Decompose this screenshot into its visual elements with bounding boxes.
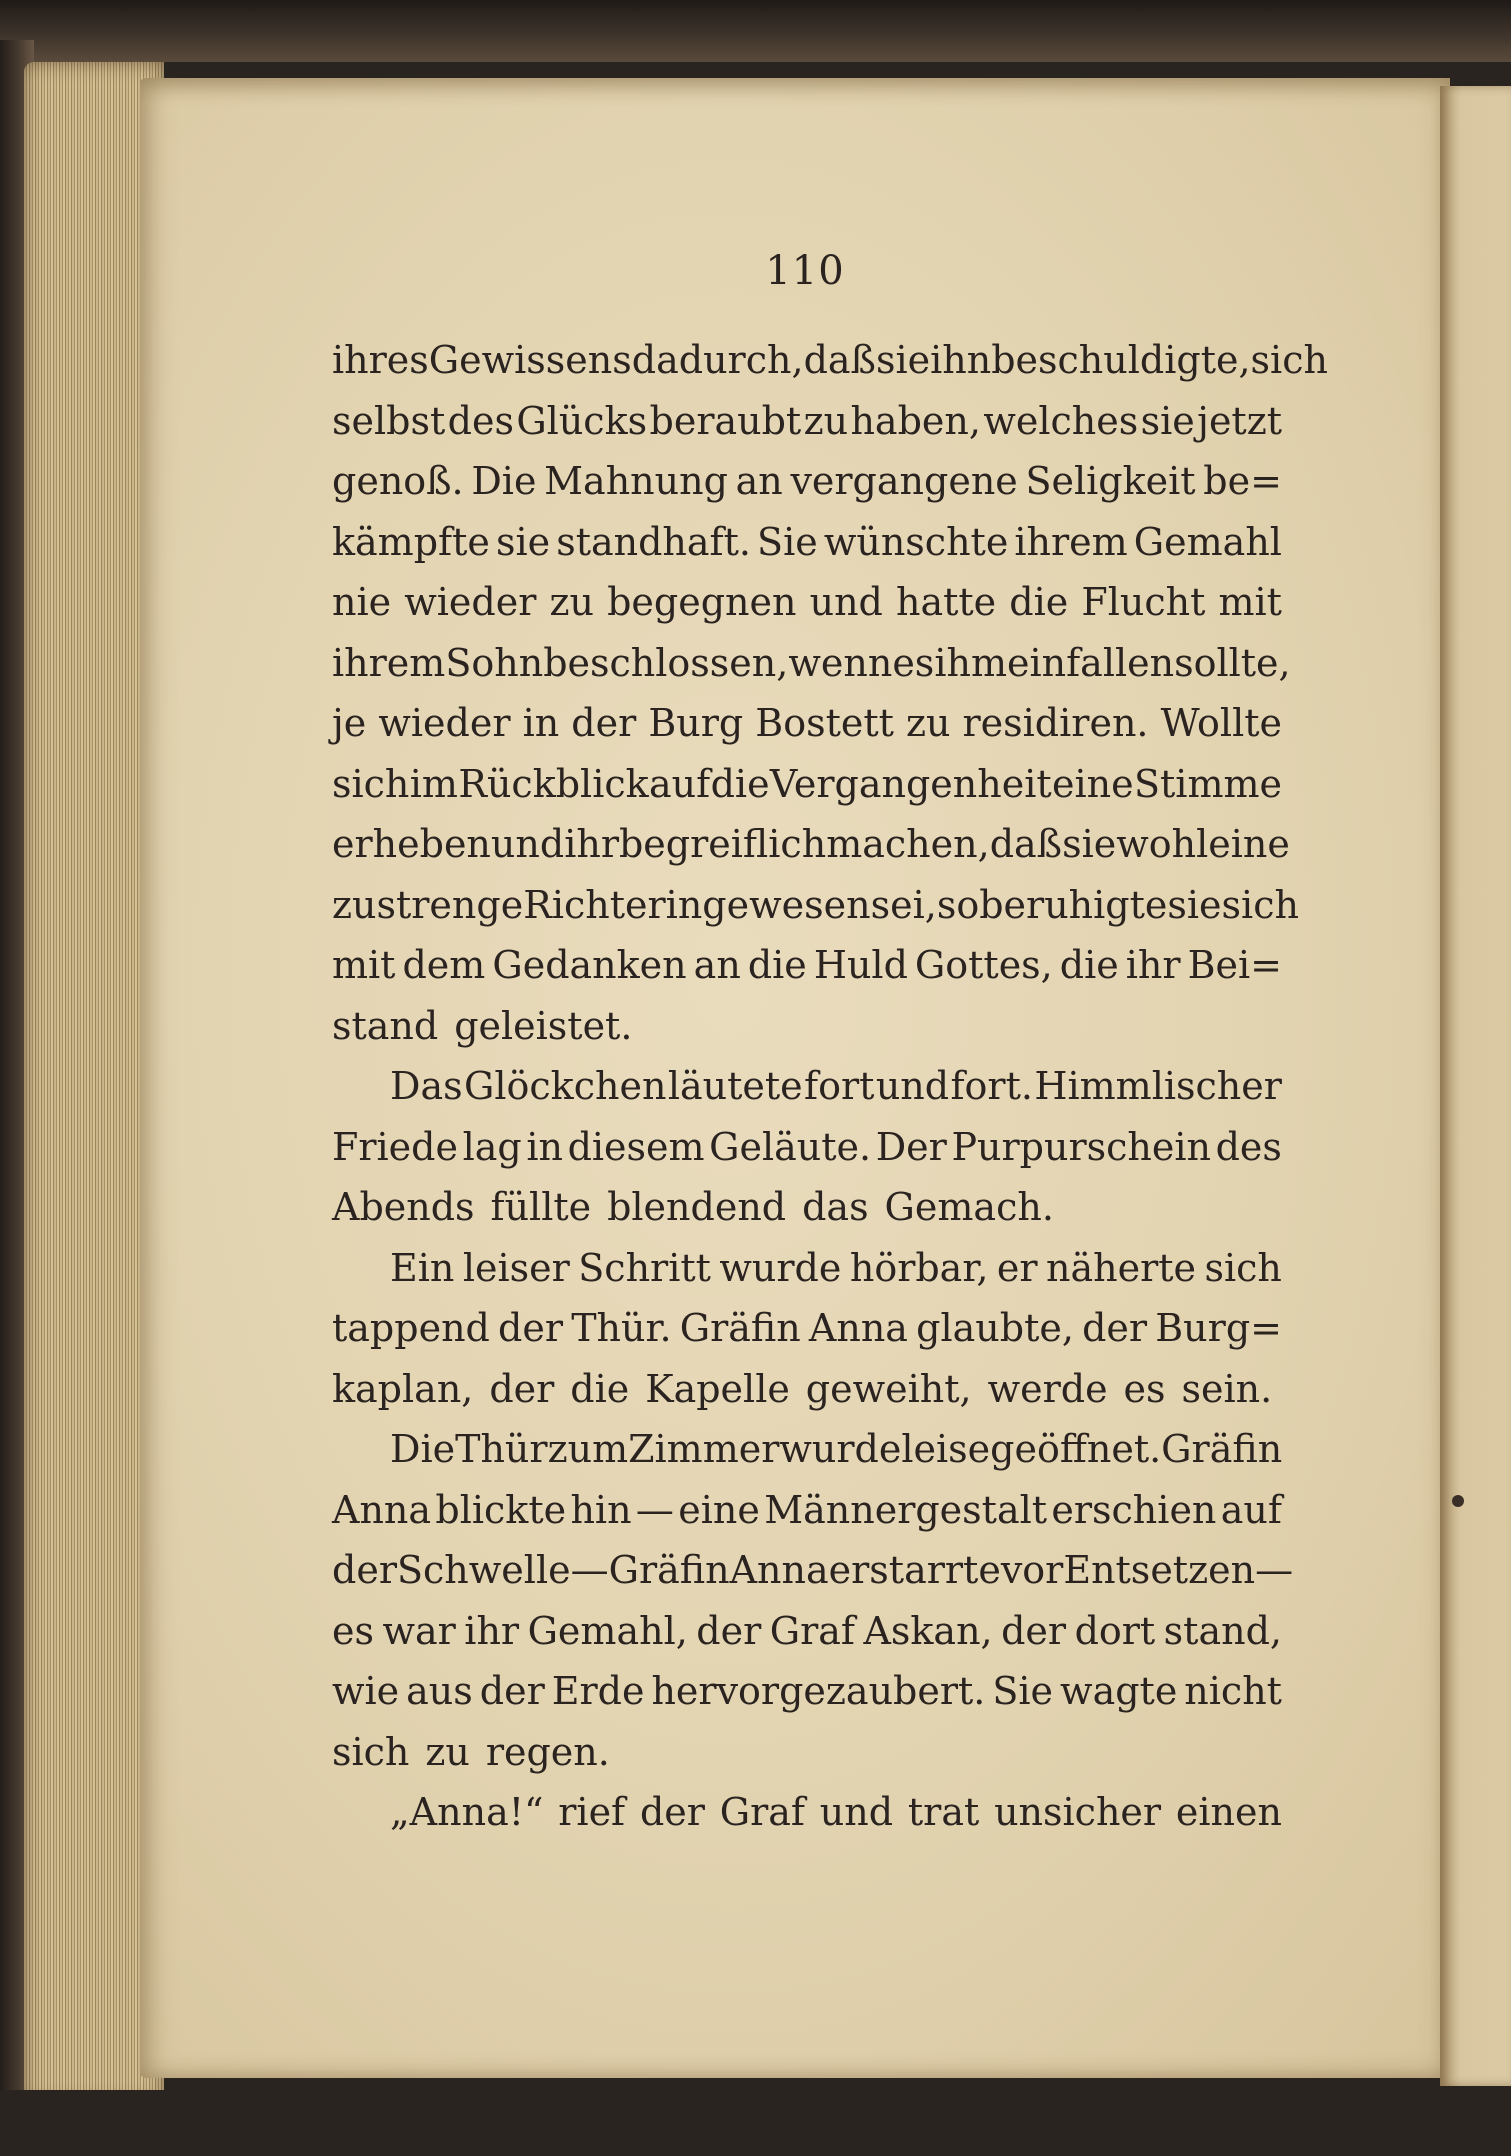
word: Kapelle [645,1366,790,1411]
word: nie [332,580,392,625]
word: Glöckchen [464,1064,667,1109]
word: Burg= [1155,1306,1282,1351]
word: des [447,398,514,443]
word: stand, [1163,1608,1282,1653]
word: der [639,1790,705,1835]
word: die [710,761,770,806]
word: der [479,1669,545,1714]
word: vor [1000,1548,1064,1593]
word: selbst [332,398,446,443]
word: kaplan, [332,1366,474,1411]
text-line [332,1661,1282,1722]
text-line [332,996,1282,1057]
word: glaubte, [916,1306,1074,1351]
word: lag [462,1124,522,1169]
text-line [332,1238,1282,1299]
word: Gemahl, [527,1608,688,1653]
word: der [1082,1306,1148,1351]
word: Huld [813,943,908,988]
word: Entsetzen [1063,1548,1256,1593]
word: — [1255,1548,1294,1593]
body-text [332,330,1328,1843]
text-line [332,1117,1282,1178]
word: näherte [1046,1245,1197,1290]
word: im [409,761,458,806]
word: die [1009,580,1069,625]
word: Himmlischer [1034,1064,1282,1109]
word: sollte, [1174,640,1291,685]
word: Abends [332,1185,475,1230]
word: beschlossen, [543,640,789,685]
text-line [332,935,1282,996]
word: erheben [332,822,491,867]
text-line [332,512,1282,573]
word: Graf [769,1608,855,1653]
text-line [332,1722,1282,1783]
word: Richterin [523,882,703,927]
word: dem [402,943,486,988]
word: eine [1052,761,1134,806]
word: Schwelle [396,1548,571,1593]
word: sich [1250,338,1328,383]
word: wagte [1060,1669,1178,1714]
word: Das [390,1064,463,1109]
word: ihres [332,338,429,383]
word: auf [1220,1487,1282,1532]
word: dort [1074,1608,1156,1653]
word: daß [803,338,876,383]
word: Anna [332,1487,432,1532]
word: geweiht, [805,1366,972,1411]
word: Anna [808,1306,908,1351]
word: Gräfin [679,1306,801,1351]
word: Sohn [445,640,544,685]
word: auf [649,761,711,806]
word: in [522,701,560,746]
word: es [1123,1366,1166,1411]
word: wurde [719,1245,842,1290]
word: fort. [950,1064,1033,1109]
word: Männergestalt [764,1487,1048,1532]
word: — [635,1487,674,1532]
page-number: 110 [765,248,845,294]
text-line [332,1540,1294,1601]
text-line [332,330,1328,391]
word: läutete [667,1064,803,1109]
word: beruhigte [979,882,1168,927]
text-line [332,633,1291,694]
word: der [498,1306,564,1351]
word: Gemach. [884,1185,1054,1230]
text-line [332,814,1290,875]
word: Vergangenheit [769,761,1052,806]
word: haben, [850,398,981,443]
bottom-cover-edge [0,2090,1511,2156]
word: Gräfin [1161,1427,1283,1472]
word: ihrem [1014,519,1128,564]
text-line [332,391,1282,452]
word: der [332,1548,397,1593]
word: und [875,1064,950,1109]
text-line [332,572,1282,633]
word: ihm [934,640,1007,685]
word: zum [547,1427,629,1472]
word: die [570,1366,630,1411]
word: Friede [332,1124,458,1169]
text-line [332,1480,1282,1541]
word: wohl [1116,822,1209,867]
word: war [382,1608,456,1653]
word: zu [332,882,377,927]
adjacent-page-edge [1440,86,1511,2086]
word: an [735,459,783,504]
word: Flucht [1081,580,1206,625]
text-line [332,875,1299,936]
word: blickte [435,1487,567,1532]
word: sein. [1181,1366,1273,1411]
word: dadurch, [631,338,804,383]
word: beraubt [649,398,802,443]
word: ihr [1125,943,1181,988]
word: Gemahl [1133,519,1282,564]
word: und [490,822,565,867]
text-line [332,451,1282,512]
word: welches [983,398,1139,443]
word: sie [875,338,931,383]
word: Thür [455,1427,548,1472]
word: der [696,1608,762,1653]
word: der [571,701,637,746]
word: Gewissens [428,338,632,383]
top-cover-edge [0,0,1511,62]
word: stand [332,1003,439,1048]
word: wieder [404,580,537,625]
word: Erde [551,1669,645,1714]
word: an [693,943,741,988]
word: beschuldigte, [991,338,1251,383]
word: Askan, [863,1608,993,1653]
word: ihr [464,1608,520,1653]
word: zu [425,1729,470,1774]
word: Burg [648,701,744,746]
word: Die [390,1427,456,1472]
word: mit [1218,580,1282,625]
word: Stimme [1133,761,1282,806]
word: zu [803,398,849,443]
word: wünschte [823,519,1009,564]
word: in [526,1124,563,1169]
text-line [332,754,1282,815]
word: ihrem [332,640,446,685]
word: und [809,580,883,625]
word: daß [989,822,1063,867]
text-line [332,693,1282,754]
word: kämpfte [332,519,490,564]
word: erstarrte [828,1548,1001,1593]
word: geöffnet. [990,1427,1162,1472]
word: Bostett [755,701,894,746]
word: diesem [567,1124,705,1169]
text-line [332,1359,1282,1420]
word: mit [332,943,396,988]
word: wie [332,1669,400,1714]
word: — [570,1548,609,1593]
word: hatte [896,580,997,625]
word: rief [558,1790,626,1835]
word: standhaft. [556,519,751,564]
word: leise [901,1427,991,1472]
word: fort [804,1064,875,1109]
text-line [332,1298,1282,1359]
word: es [332,1608,374,1653]
word: Zimmer [628,1427,780,1472]
word: Schritt [578,1245,711,1290]
word: Thür. [571,1306,672,1351]
text-line [332,1601,1282,1662]
word: Gräfin [608,1548,730,1593]
word: des [1215,1124,1282,1169]
word: Mahnung [544,459,728,504]
word: sich [1204,1245,1282,1290]
word: vergangene [790,459,1018,504]
word: Die [471,459,537,504]
word: und [819,1790,894,1835]
word: sich [332,1729,410,1774]
word: tappend [332,1306,490,1351]
word: die [747,943,807,988]
word: begreiflich [618,822,827,867]
word: je [332,701,367,746]
word: der [1001,1608,1067,1653]
word: sich [332,761,410,806]
word: Wollte [1160,701,1282,746]
word: genoß. [332,459,464,504]
ink-dot-mark [1452,1495,1464,1507]
word: der [489,1366,555,1411]
word: machen, [826,822,990,867]
word: Geläute. [709,1124,872,1169]
word: Anna [729,1548,829,1593]
word: wieder [378,701,511,746]
word: residiren. [962,701,1149,746]
word: erschien [1051,1487,1217,1532]
text-line [332,1419,1282,1480]
word: einfallen [1006,640,1175,685]
word: gewesen [702,882,871,927]
word: hörbar, [849,1245,989,1290]
word: ihn [930,338,992,383]
word: eine [1208,822,1290,867]
word: hervorgezaubert. [651,1669,986,1714]
word: sich [1221,882,1299,927]
word: sie [1167,882,1222,927]
word: sie [1140,398,1195,443]
word: so [936,882,980,927]
word: Der [875,1124,947,1169]
word: die [1059,943,1119,988]
word: eine [678,1487,760,1532]
word: wenn [788,640,893,685]
word: begegnen [607,580,797,625]
word: Graf [719,1790,805,1835]
word: blendend [607,1185,787,1230]
word: Rückblick [458,761,649,806]
word: Ein [390,1245,455,1290]
word: be= [1203,459,1282,504]
word: werde [987,1366,1108,1411]
word: sie [495,519,551,564]
word: das [802,1185,869,1230]
word: füllte [490,1185,592,1230]
word: ihr [564,822,619,867]
word: einen [1175,1790,1282,1835]
word: hin [570,1487,632,1532]
word: Seligkeit [1025,459,1196,504]
word: er [996,1245,1038,1290]
word: „Anna!“ [390,1790,544,1835]
word: Sie [992,1669,1054,1714]
word: leiser [462,1245,570,1290]
text-line [332,1782,1282,1843]
word: jetzt [1197,398,1282,443]
word: Purpurschein [951,1124,1211,1169]
text-line [332,1177,1282,1238]
word: strenge [376,882,524,927]
word: Glücks [516,398,648,443]
word: geleistet. [454,1003,633,1048]
word: Gedanken [492,943,687,988]
word: Gottes, [914,943,1053,988]
word: sie [1062,822,1117,867]
text-line [332,1056,1282,1117]
word: Sie [757,519,818,564]
word: es [892,640,935,685]
word: sei, [870,882,937,927]
word: nicht [1184,1669,1282,1714]
word: trat [907,1790,980,1835]
word: aus [406,1669,473,1714]
word: Bei= [1187,943,1282,988]
word: unsicher [994,1790,1162,1835]
word: zu [549,580,594,625]
word: zu [905,701,951,746]
word: regen. [485,1729,610,1774]
word: wurde [779,1427,902,1472]
